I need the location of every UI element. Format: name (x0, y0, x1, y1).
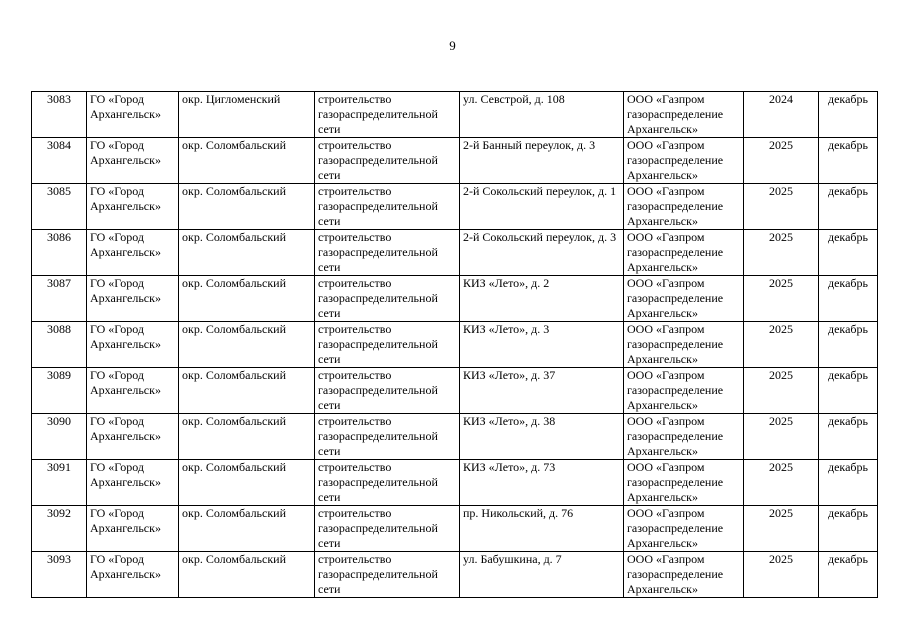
year-cell: 2025 (744, 506, 819, 552)
address-cell: 2-й Сокольский переулок, д. 3 (460, 230, 624, 276)
month-cell: декабрь (819, 276, 878, 322)
district-cell: окр. Цигломенский (179, 92, 315, 138)
table-row (32, 368, 878, 414)
address-cell: пр. Никольский, д. 76 (460, 506, 624, 552)
month-cell: декабрь (819, 414, 878, 460)
year-cell: 2025 (744, 276, 819, 322)
address-cell: КИЗ «Лето», д. 37 (460, 368, 624, 414)
row-number-cell: 3091 (32, 460, 87, 506)
organization-cell: ООО «Газпром газораспределение Архангельск» (624, 322, 744, 368)
month-cell: декабрь (819, 92, 878, 138)
municipality-cell: ГО «Город Архангельск» (87, 184, 179, 230)
district-cell: окр. Соломбальский (179, 184, 315, 230)
work-type-cell: строительство газораспределительной сети (315, 414, 460, 460)
organization-cell: ООО «Газпром газораспределение Архангельск» (624, 184, 744, 230)
table-row (32, 138, 878, 184)
organization-cell: ООО «Газпром газораспределение Архангельск» (624, 92, 744, 138)
work-type-cell: строительство газораспределительной сети (315, 230, 460, 276)
work-type-cell: строительство газораспределительной сети (315, 276, 460, 322)
municipality-cell: ГО «Город Архангельск» (87, 276, 179, 322)
row-number-cell: 3083 (32, 92, 87, 138)
organization-cell: ООО «Газпром газораспределение Архангельск» (624, 138, 744, 184)
year-cell: 2025 (744, 230, 819, 276)
month-cell: декабрь (819, 368, 878, 414)
table-row (32, 276, 878, 322)
month-cell: декабрь (819, 506, 878, 552)
work-type-cell: строительство газораспределительной сети (315, 460, 460, 506)
work-type-cell: строительство газораспределительной сети (315, 506, 460, 552)
municipality-cell: ГО «Город Архангельск» (87, 322, 179, 368)
row-number-cell: 3084 (32, 138, 87, 184)
municipality-cell: ГО «Город Архангельск» (87, 460, 179, 506)
municipality-cell: ГО «Город Архангельск» (87, 414, 179, 460)
year-cell: 2025 (744, 460, 819, 506)
month-cell: декабрь (819, 230, 878, 276)
row-number-cell: 3087 (32, 276, 87, 322)
table-row (32, 92, 878, 138)
district-cell: окр. Соломбальский (179, 276, 315, 322)
work-type-cell: строительство газораспределительной сети (315, 552, 460, 598)
year-cell: 2025 (744, 184, 819, 230)
row-number-cell: 3093 (32, 552, 87, 598)
year-cell: 2025 (744, 322, 819, 368)
work-type-cell: строительство газораспределительной сети (315, 368, 460, 414)
organization-cell: ООО «Газпром газораспределение Архангельск» (624, 230, 744, 276)
table-row (32, 460, 878, 506)
year-cell: 2025 (744, 368, 819, 414)
municipality-cell: ГО «Город Архангельск» (87, 138, 179, 184)
table-row (32, 552, 878, 598)
table-row (32, 414, 878, 460)
month-cell: декабрь (819, 138, 878, 184)
work-type-cell: строительство газораспределительной сети (315, 92, 460, 138)
municipality-cell: ГО «Город Архангельск» (87, 506, 179, 552)
address-cell: КИЗ «Лето», д. 73 (460, 460, 624, 506)
district-cell: окр. Соломбальский (179, 506, 315, 552)
organization-cell: ООО «Газпром газораспределение Архангельск» (624, 414, 744, 460)
table-row (32, 184, 878, 230)
row-number-cell: 3092 (32, 506, 87, 552)
municipality-cell: ГО «Город Архангельск» (87, 230, 179, 276)
row-number-cell: 3090 (32, 414, 87, 460)
gas-network-table (31, 91, 878, 598)
district-cell: окр. Соломбальский (179, 138, 315, 184)
address-cell: 2-й Банный переулок, д. 3 (460, 138, 624, 184)
month-cell: декабрь (819, 184, 878, 230)
address-cell: КИЗ «Лето», д. 2 (460, 276, 624, 322)
district-cell: окр. Соломбальский (179, 460, 315, 506)
work-type-cell: строительство газораспределительной сети (315, 138, 460, 184)
address-cell: КИЗ «Лето», д. 3 (460, 322, 624, 368)
municipality-cell: ГО «Город Архангельск» (87, 552, 179, 598)
month-cell: декабрь (819, 322, 878, 368)
year-cell: 2024 (744, 92, 819, 138)
municipality-cell: ГО «Город Архангельск» (87, 92, 179, 138)
row-number-cell: 3085 (32, 184, 87, 230)
address-cell: ул. Севстрой, д. 108 (460, 92, 624, 138)
district-cell: окр. Соломбальский (179, 552, 315, 598)
year-cell: 2025 (744, 552, 819, 598)
table-row (32, 322, 878, 368)
table-row (32, 506, 878, 552)
year-cell: 2025 (744, 138, 819, 184)
page-number: 9 (449, 38, 456, 53)
work-type-cell: строительство газораспределительной сети (315, 184, 460, 230)
organization-cell: ООО «Газпром газораспределение Архангельск» (624, 276, 744, 322)
month-cell: декабрь (819, 460, 878, 506)
district-cell: окр. Соломбальский (179, 368, 315, 414)
row-number-cell: 3089 (32, 368, 87, 414)
municipality-cell: ГО «Город Архангельск» (87, 368, 179, 414)
row-number-cell: 3086 (32, 230, 87, 276)
organization-cell: ООО «Газпром газораспределение Архангельск» (624, 506, 744, 552)
row-number-cell: 3088 (32, 322, 87, 368)
district-cell: окр. Соломбальский (179, 322, 315, 368)
month-cell: декабрь (819, 552, 878, 598)
year-cell: 2025 (744, 414, 819, 460)
address-cell: ул. Бабушкина, д. 7 (460, 552, 624, 598)
address-cell: 2-й Сокольский переулок, д. 1 (460, 184, 624, 230)
table-row (32, 230, 878, 276)
organization-cell: ООО «Газпром газораспределение Архангельск» (624, 368, 744, 414)
work-type-cell: строительство газораспределительной сети (315, 322, 460, 368)
address-cell: КИЗ «Лето», д. 38 (460, 414, 624, 460)
organization-cell: ООО «Газпром газораспределение Архангельск» (624, 460, 744, 506)
organization-cell: ООО «Газпром газораспределение Архангельск» (624, 552, 744, 598)
district-cell: окр. Соломбальский (179, 230, 315, 276)
district-cell: окр. Соломбальский (179, 414, 315, 460)
